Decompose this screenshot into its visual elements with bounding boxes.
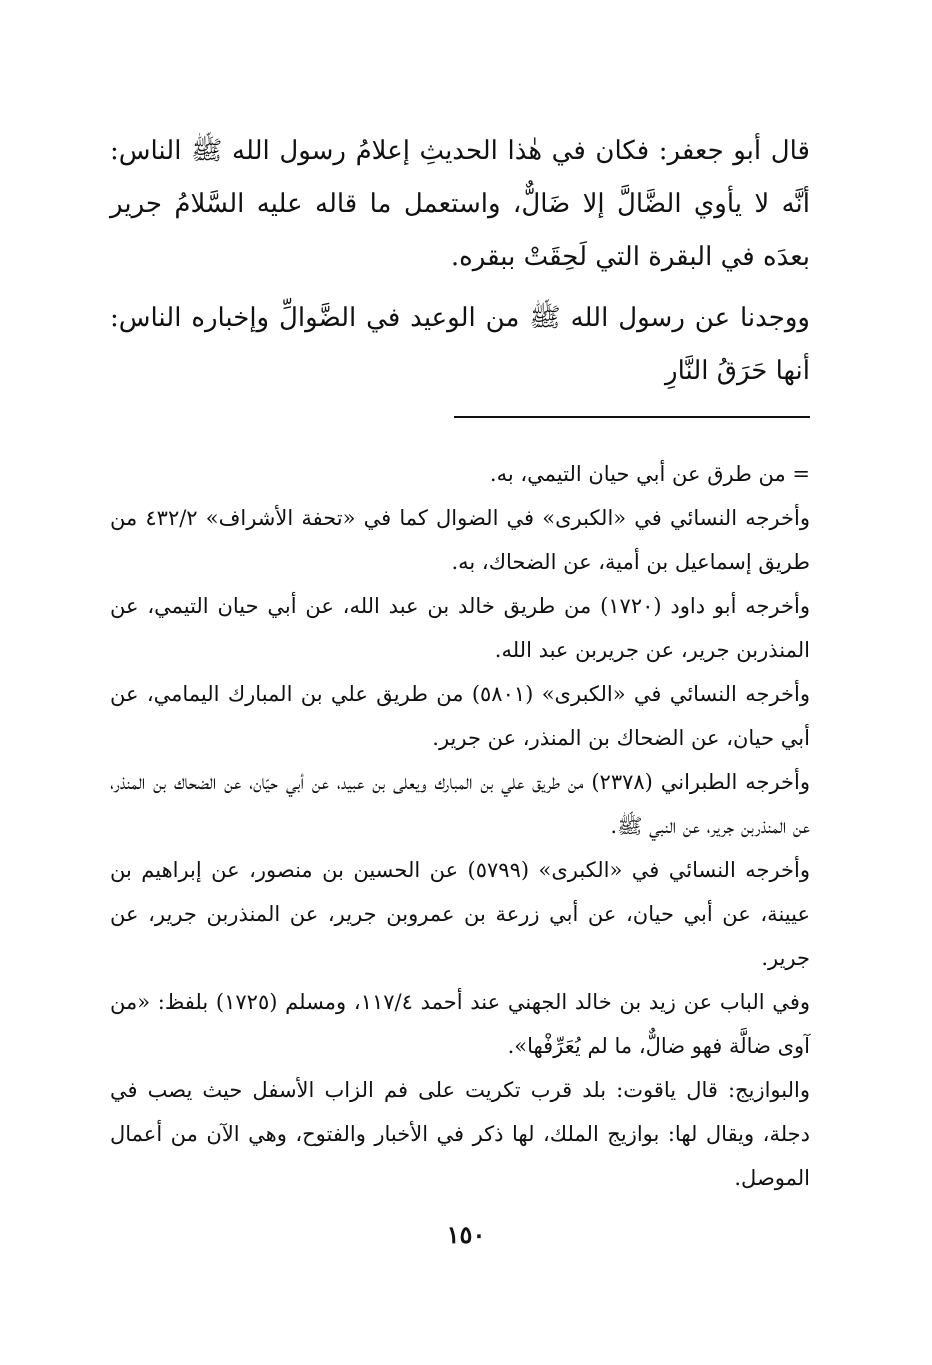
page-number: ١٥٠	[446, 1220, 486, 1249]
footnote-paragraph-8: والبوازيج: قال ياقوت: بلد قرب تكريت على فم الزاب الأسفل حيث يصب في دجلة، ويقال لها: بوازيج الملك، لها ذكر في الأخبار والفتوح، وهي الآن من أعمال الموصل.	[110, 1078, 810, 1190]
footnote-paragraph-6: وأخرجه النسائي في «الكبرى» (٥٧٩٩) عن الحسين بن منصور، عن إبراهيم بن عيينة، عن أبي حيان، عن أبي زرعة بن عمروبن جرير، عن المنذربن جرير، عن جرير.	[110, 858, 810, 970]
footnote-paragraph-3: وأخرجه أبو داود (١٧٢٠) من طريق خالد بن عبد الله، عن أبي حيان التيمي، عن المنذربن جرير، عن جريربن عبد الله.	[110, 594, 810, 662]
footnotes	[110, 452, 810, 1200]
footnote-paragraph-5: وأخرجه الطبراني (٢٣٧٨) من طريق علي بن المبارك ويعلى بن عبيد، عن أبي حيّان، عن الضحاك بن المنذر، عن المنذربن جرير، عن النبي ﷺ.	[110, 770, 810, 838]
footnote-separator	[454, 416, 810, 418]
footnote-paragraph-4: وأخرجه النسائي في «الكبرى» (٥٨٠١) من طريق علي بن المبارك اليمامي، عن أبي حيان، عن الضحاك بن المنذر، عن جرير.	[110, 682, 810, 750]
main-text	[110, 125, 810, 398]
footnote-paragraph-1: = من طرق عن أبي حيان التيمي، به.	[489, 462, 810, 486]
main-paragraph-2: ووجدنا عن رسول الله ﷺ من الوعيد في الضَّوالِّ وإخباره الناس: أنها حَرَقُ النَّارِ	[110, 303, 810, 386]
footnote-paragraph-2: وأخرجه النسائي في «الكبرى» في الضوال كما في «تحفة الأشراف» ٤٣٢/٢ من طريق إسماعيل بن أمية، عن الضحاك، به.	[110, 506, 810, 574]
footnote-paragraph-7: وفي الباب عن زيد بن خالد الجهني عند أحمد ١١٧/٤، ومسلم (١٧٢٥) بلفظ: «من آوى ضالَّة فهو ضالٌّ، ما لم يُعَرِّفْها».	[110, 990, 810, 1058]
main-paragraph-1: قال أبو جعفر: فكان في هٰذا الحديثِ إعلامُ رسول الله ﷺ الناس: أنَّه لا يأوي الضَّالَّ إلا ضَالٌّ، واستعمل ما قاله عليه السَّلامُ جرير بعدَه في البقرة التي لَحِقَتْ ببقره.	[110, 136, 810, 272]
